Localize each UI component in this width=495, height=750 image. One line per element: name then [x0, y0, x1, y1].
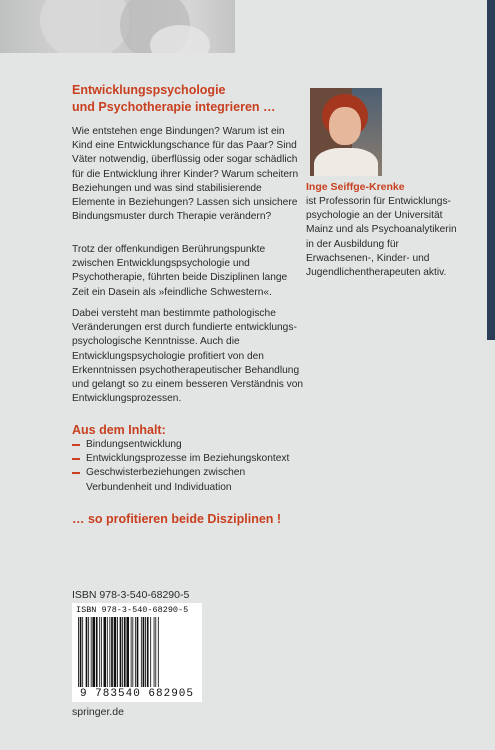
second-paragraph: Trotz der offenkundigen Berührungspunkte zwischen Entwicklungspsychologie und Psychotherapie, führten beide Disziplinen lange Zeit ein Dasein als »feindliche Schwestern«. — [72, 244, 288, 298]
barcode-bar — [111, 617, 113, 687]
author-bio: ist Professorin für Entwicklungspsychologie an der Universität Mainz und als Psychoanalytikerin in der Ausbildung für Erwachsenen-, Kinder- und Jugendlichentherapeuten aktiv. — [306, 196, 457, 279]
barcode-bar — [96, 617, 98, 687]
barcode-bar — [141, 617, 142, 687]
dash-bullet-icon — [72, 458, 80, 460]
barcode-bars — [78, 617, 196, 687]
barcode-bar — [124, 617, 126, 687]
heading-line-1: Entwicklungspsychologie — [72, 83, 226, 97]
contents-list — [72, 438, 312, 495]
dash-bullet-icon — [72, 472, 80, 474]
author-name: Inge Seiffge-Krenke — [306, 181, 405, 193]
list-item: Bindungsentwicklung — [72, 438, 312, 452]
barcode-bar — [155, 617, 156, 687]
list-item: Entwicklungsprozesse im Beziehungskontext — [72, 452, 312, 466]
third-paragraph: Dabei versteht man bestimmte pathologische Veränderungen erst durch fundierte entwicklungspsychologische Kenntnisse. Auch die Entwicklungspsychologie profitiert von den Erkenntnissen psychotherapeutischer Behandlung und gelangt so zu einem besseren Verständnis von Entwicklungsprozessen. — [72, 308, 304, 405]
barcode-isbn-text: ISBN 978-3-540-68290-5 — [76, 605, 189, 615]
back-cover-heading — [72, 82, 292, 116]
intro-paragraph: Wie entstehen enge Bindungen? Warum ist ein Kind eine Entwicklungschance für das Paar? Sind Väter notwendig, überflüssig oder sogar schädlich für die Entwicklung ihrer Kinder? Warum scheitern Beziehungen und was sind stabilisierende Elemente in Beziehungen? Lassen sich unsichere Bindungsmuster durch Therapie verändern? — [72, 126, 299, 223]
barcode-bar — [114, 617, 117, 687]
barcode-bar — [147, 617, 149, 687]
barcode-bar — [131, 617, 132, 687]
barcode-bar — [101, 617, 102, 687]
barcode-bar — [99, 617, 100, 687]
barcode-bar — [104, 617, 107, 687]
barcode — [72, 603, 202, 702]
barcode-bar — [92, 617, 95, 687]
barcode-bar — [88, 617, 89, 687]
spine-accent-strip — [487, 0, 495, 340]
barcode-bar — [117, 617, 118, 687]
barcode-bar — [150, 617, 151, 687]
author-photo — [310, 88, 382, 176]
barcode-bar — [107, 617, 108, 687]
heading-line-2: und Psychotherapie integrieren … — [72, 100, 276, 114]
barcode-bar — [126, 617, 129, 687]
barcode-bar — [143, 617, 145, 687]
barcode-bar — [78, 617, 79, 687]
barcode-bar — [132, 617, 133, 687]
barcode-bar — [137, 617, 139, 687]
list-item: Geschwisterbeziehungen zwischen Verbundenheit und Individuation — [72, 466, 312, 494]
cover-photo-strip — [0, 0, 235, 53]
barcode-bar — [86, 617, 88, 687]
barcode-bar — [120, 617, 122, 687]
barcode-bar — [109, 617, 110, 687]
contents-title: Aus dem Inhalt: — [72, 423, 166, 437]
isbn-label: ISBN 978-3-540-68290-5 — [72, 589, 190, 601]
barcode-bar — [135, 617, 136, 687]
dash-bullet-icon — [72, 444, 80, 446]
barcode-bar — [80, 617, 82, 687]
barcode-bar — [91, 617, 92, 687]
barcode-bar — [154, 617, 155, 687]
closing-tagline: … so profitieren beide Disziplinen ! — [72, 512, 282, 526]
barcode-bar — [158, 617, 159, 687]
publisher-url: springer.de — [72, 706, 124, 718]
barcode-bar — [122, 617, 123, 687]
barcode-digits: 9 783540 682905 — [79, 688, 195, 700]
barcode-bar — [82, 617, 83, 687]
barcode-bar — [145, 617, 146, 687]
